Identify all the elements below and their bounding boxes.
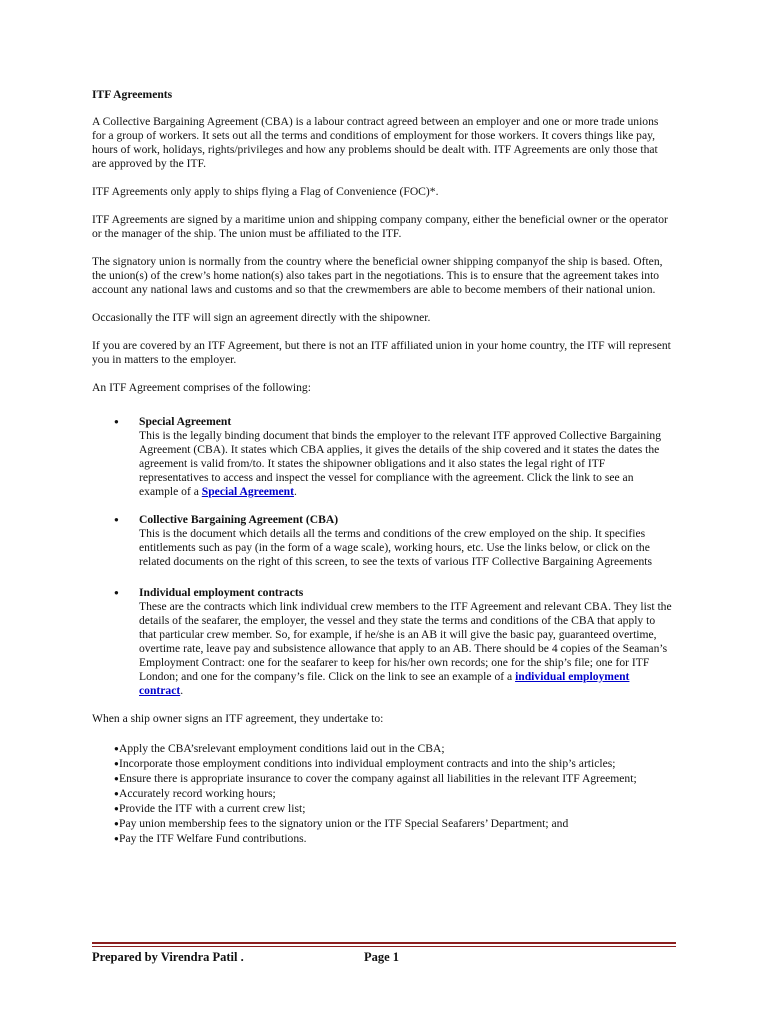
- document-body: [92, 88, 674, 847]
- bullet-icon: ●: [114, 804, 119, 813]
- footer-rule-thin: [92, 946, 676, 947]
- list-item-cba: [92, 513, 674, 569]
- list-item: [92, 817, 674, 831]
- paragraph: If you are covered by an ITF Agreement, but there is not an ITF affiliated union in your home country, the ITF will represent you in matters to the employer.: [92, 339, 671, 366]
- undertaking-text: Accurately record working hours;: [119, 787, 276, 800]
- footer-page-number: Page 1: [364, 950, 400, 964]
- item-end: .: [180, 684, 184, 697]
- item-end: .: [293, 485, 297, 498]
- bullet-icon: ●: [114, 774, 119, 783]
- item-text: [139, 600, 674, 698]
- item-heading: Individual employment contracts: [139, 586, 304, 599]
- paragraph: A Collective Bargaining Agreement (CBA) is a labour contract agreed between an employer and one or more trade unions for a group of workers. It sets out all the terms and conditions of employment for those workers. It covers things like pay, hours of work, holidays, rights/privileges and how any problems should be dealt with. ITF Agreements are only those that are approved by the ITF.: [92, 115, 659, 170]
- bullet-icon: ●: [114, 834, 119, 843]
- list-item: [92, 772, 674, 786]
- item-heading: Collective Bargaining Agreement (CBA): [139, 513, 339, 526]
- undertaking-text: Incorporate those employment conditions into individual employment contracts and into the ship’s articles;: [119, 757, 616, 770]
- bullet-icon: ●: [114, 417, 119, 426]
- list-item: [92, 757, 674, 771]
- item-body: This is the legally binding document that binds the employer to the relevant ITF approved Collective Bargaining Agreement (CBA). It states which CBA applies, it gives the details of the ship covered and it states the dates the agreement is valid from/to. It states the shipowner obligations and it also states the legal right of ITF representatives to access and inspect the vessel for compliance with the agreement. Click the link to see an example of a: [139, 429, 662, 498]
- undertaking-text: Ensure there is appropriate insurance to cover the company against all liabilities in the relevant ITF Agreement;: [119, 772, 637, 785]
- list-item-special-agreement: [92, 415, 674, 499]
- paragraph: Occasionally the ITF will sign an agreement directly with the shipowner.: [92, 311, 431, 324]
- bullet-icon: ●: [114, 819, 119, 828]
- list-item: [92, 832, 674, 846]
- special-agreement-link[interactable]: Special Agreement: [201, 485, 294, 498]
- paragraph: The signatory union is normally from the country where the beneficial owner shipping companyof the ship is based. Often, the union(s) of the crew’s home nation(s) also takes part in the negotiations. This is to ensure that the agreement takes into account any national laws and customs and so that the crewmembers are able to become members of their national union.: [92, 255, 663, 296]
- undertake-intro: When a ship owner signs an ITF agreement, they undertake to:: [92, 712, 384, 725]
- item-heading: Special Agreement: [139, 415, 232, 428]
- item-body: These are the contracts which link individual crew members to the ITF Agreement and relevant CBA. They list the details of the seafarer, the employer, the vessel and they state the terms and conditions of the CBA that apply to that particular crew member. So, for example, if he/she is an AB it will give the basic pay, guaranteed overtime, overtime rate, leave pay and subsistence allowance that apply to an AB. There should be 4 copies of the Seaman’s Employment Contract: one for the seafarer to keep for his/her own records; one for the ship’s file; one for ITF London; and one for the company’s file. Click on the link to see an example of a: [139, 600, 672, 683]
- paragraph: ITF Agreements are signed by a maritime union and shipping company company, either the beneficial owner or the operator or the manager of the ship. The union must be affiliated to the ITF.: [92, 213, 668, 240]
- item-body: This is the document which details all the terms and conditions of the crew employed on the ship. It specifies entitlements such as pay (in the form of a wage scale), working hours, etc. Use the links below, or click on the related documents on the right of this screen, to see the texts of various ITF Collective Bargaining Agreements: [139, 527, 653, 568]
- list-item: [92, 742, 674, 756]
- document-title: ITF Agreements: [92, 88, 173, 101]
- undertaking-text: Pay union membership fees to the signatory union or the ITF Special Seafarers’ Department; and: [119, 817, 569, 830]
- undertaking-text: Apply the CBA’srelevant employment conditions laid out in the CBA;: [119, 742, 445, 755]
- undertaking-text: Provide the ITF with a current crew list;: [119, 802, 306, 815]
- footer-rule: [92, 942, 676, 944]
- bullet-icon: ●: [114, 744, 119, 753]
- paragraph: ITF Agreements only apply to ships flying a Flag of Convenience (FOC)*.: [92, 185, 439, 198]
- undertakings-list: [92, 742, 674, 846]
- paragraph: An ITF Agreement comprises of the following:: [92, 381, 311, 394]
- bullet-icon: ●: [114, 759, 119, 768]
- bullet-icon: ●: [114, 515, 119, 524]
- item-text: [139, 527, 674, 569]
- list-item-individual-contracts: [92, 586, 674, 698]
- bullet-icon: ●: [114, 789, 119, 798]
- footer-author: Prepared by Virendra Patil .: [92, 950, 244, 964]
- bullet-icon: ●: [114, 588, 119, 597]
- individual-employment-contract-link[interactable]: individual employment contract: [139, 670, 630, 697]
- list-item: [92, 787, 674, 801]
- agreement-components-list: [92, 415, 674, 698]
- list-item: [92, 802, 674, 816]
- item-text: [139, 429, 674, 499]
- undertaking-text: Pay the ITF Welfare Fund contributions.: [119, 832, 307, 845]
